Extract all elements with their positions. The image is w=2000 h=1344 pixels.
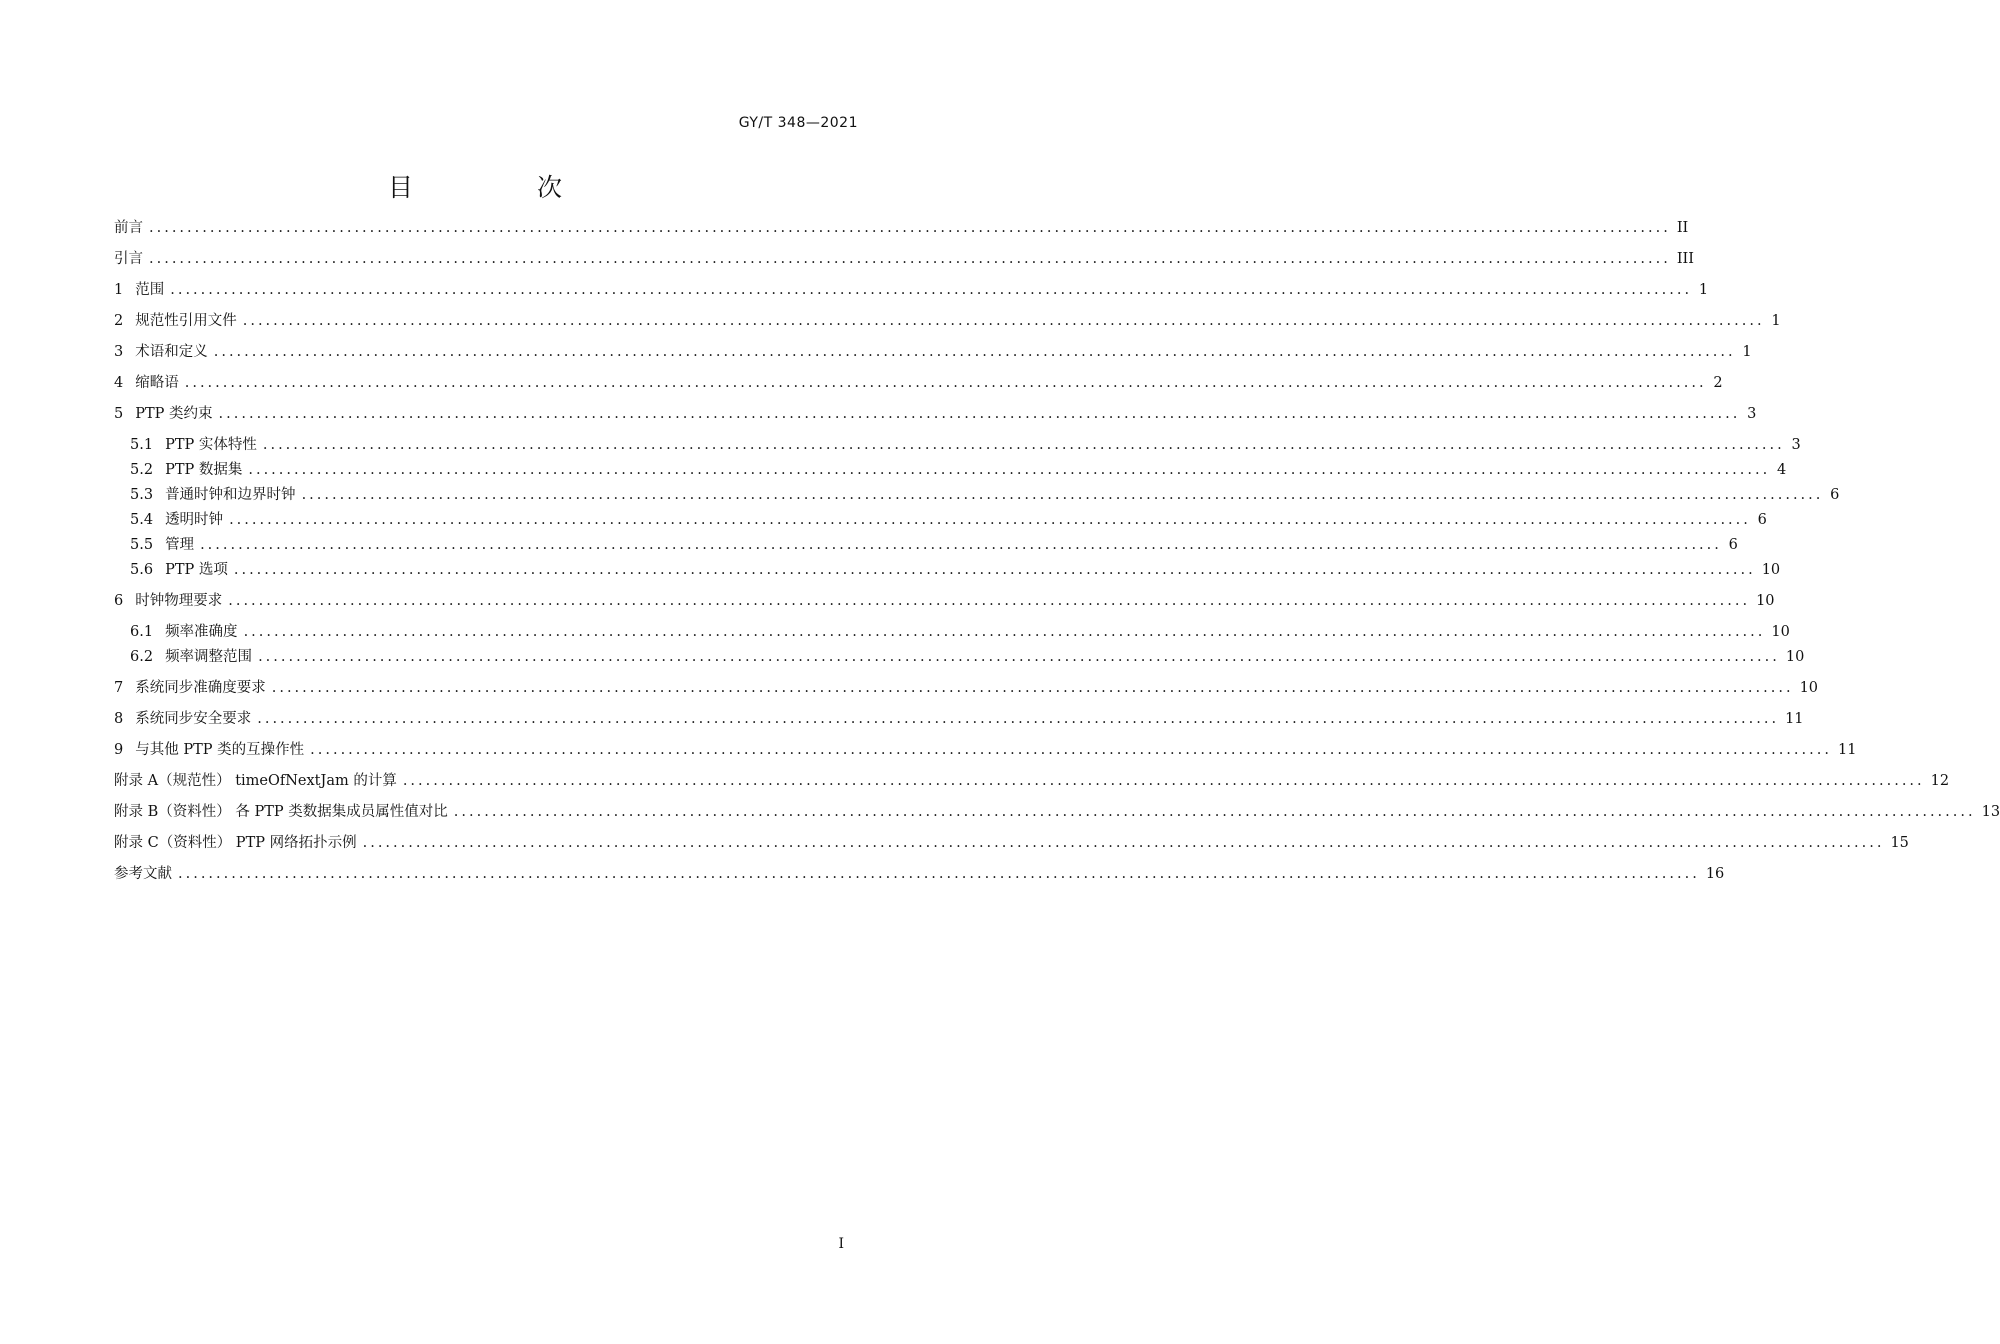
toc-leader-dots: ........................................................................................................................................................................................................ <box>242 313 1765 329</box>
toc-entry-label: PTP 类约束 <box>135 406 213 422</box>
toc-entry-page: 11 <box>1785 711 1804 727</box>
toc-leader-dots: ........................................................................................................................................................................................................ <box>258 649 1780 665</box>
toc-leader-dots: ........................................................................................................................................................................................................ <box>178 866 1700 882</box>
toc-entry-number: 5.2 <box>130 462 154 478</box>
toc-entry-label: PTP 选项 <box>165 562 228 578</box>
toc-leader-dots: ........................................................................................................................................................................................................ <box>243 624 1766 640</box>
toc-entry[interactable] <box>114 483 1840 507</box>
toc-entry[interactable] <box>114 508 1767 532</box>
toc-entry-page: 4 <box>1776 462 1787 478</box>
toc-entry[interactable] <box>114 402 1757 426</box>
toc-entry-page: 3 <box>1747 406 1757 422</box>
toc-entry-page: 1 <box>1698 282 1709 298</box>
toc-entry-number: 5.5 <box>130 537 154 553</box>
toc-entry-page: 10 <box>1785 649 1805 665</box>
toc-entry-label: 管理 <box>165 537 195 553</box>
toc-entry-label: 缩略语 <box>135 375 179 391</box>
toc-entry-page: 15 <box>1890 835 1909 851</box>
toc-entry-label: 前言 <box>114 220 143 236</box>
toc-entry-label: 与其他 PTP 类的互操作性 <box>135 742 305 758</box>
toc-leader-dots: ........................................................................................................................................................................................................ <box>271 680 1794 696</box>
toc-entry-number: 6.2 <box>130 649 154 665</box>
toc-entry-label: 附录 C（资料性） PTP 网络拓扑示例 <box>114 835 357 851</box>
toc-entry-label: 系统同步安全要求 <box>135 711 252 727</box>
toc-entry-label: PTP 数据集 <box>165 462 243 478</box>
toc-entry-page: 12 <box>1930 773 1950 789</box>
toc-leader-dots: ........................................................................................................................................................................................................ <box>402 773 1925 789</box>
toc-entry-number: 3 <box>114 344 124 360</box>
toc-leader-dots: ........................................................................................................................................................................................................ <box>200 537 1722 553</box>
toc-leader-dots: ........................................................................................................................................................................................................ <box>218 406 1741 422</box>
toc-entry-page: 1 <box>1771 313 1781 329</box>
toc-entry-label: 普通时钟和边界时钟 <box>165 487 296 503</box>
toc-entry[interactable] <box>114 589 1775 613</box>
toc-entry-number: 9 <box>114 742 124 758</box>
toc-entry-label: 频率调整范围 <box>165 649 253 665</box>
toc-entry-page: 11 <box>1837 742 1857 758</box>
toc-entry[interactable] <box>114 433 1801 457</box>
toc-entry[interactable] <box>114 216 1689 240</box>
toc-entry-number: 7 <box>114 680 124 696</box>
toc-entry-label: 频率准确度 <box>165 624 238 640</box>
toc-leader-dots: ........................................................................................................................................................................................................ <box>213 344 1736 360</box>
toc-entry-label: 范围 <box>135 282 165 298</box>
toc-leader-dots: ........................................................................................................................................................................................................ <box>301 487 1824 503</box>
toc-entry-label: 规范性引用文件 <box>135 313 237 329</box>
toc-entry[interactable] <box>114 769 1950 793</box>
toc-entry-label: PTP 实体特性 <box>165 437 257 453</box>
toc-entry-page: 10 <box>1756 593 1775 609</box>
toc-entry[interactable] <box>114 371 1723 395</box>
toc-entry-page: 10 <box>1761 562 1781 578</box>
toc-leader-dots: ........................................................................................................................................................................................................ <box>149 251 1671 267</box>
toc-entry[interactable] <box>114 707 1804 731</box>
toc-entry[interactable] <box>114 862 1725 886</box>
page-title: 目 次 <box>388 173 620 202</box>
toc-leader-dots: ........................................................................................................................................................................................................ <box>362 835 1885 851</box>
toc-leader-dots: ........................................................................................................................................................................................................ <box>257 711 1780 727</box>
toc-entry[interactable] <box>114 533 1738 557</box>
toc-entry-number: 4 <box>114 375 124 391</box>
toc-entry-page: II <box>1676 220 1689 236</box>
toc-entry[interactable] <box>114 676 1819 700</box>
toc-entry-label: 附录 B（资料性） 各 PTP 类数据集成员属性值对比 <box>114 804 448 820</box>
toc-entry[interactable] <box>114 458 1787 482</box>
toc-entry[interactable] <box>114 738 1857 762</box>
toc-leader-dots: ........................................................................................................................................................................................................ <box>229 512 1751 528</box>
toc-entry-number: 6.1 <box>130 624 154 640</box>
toc-entry-page: 3 <box>1791 437 1801 453</box>
toc-entry-page: 6 <box>1830 487 1840 503</box>
toc-leader-dots: ........................................................................................................................................................................................................ <box>170 282 1693 298</box>
toc-entry-page: 16 <box>1705 866 1725 882</box>
toc-leader-dots: ........................................................................................................................................................................................................ <box>184 375 1707 391</box>
toc-entry-number: 8 <box>114 711 124 727</box>
toc-entry[interactable] <box>114 800 2000 824</box>
toc-entry[interactable] <box>114 309 1781 333</box>
toc-entry-number: 5.4 <box>130 512 154 528</box>
toc-entry-label: 系统同步准确度要求 <box>135 680 266 696</box>
toc-entry-page: 13 <box>1981 804 2000 820</box>
toc-leader-dots: ........................................................................................................................................................................................................ <box>248 462 1771 478</box>
toc-leader-dots: ........................................................................................................................................................................................................ <box>233 562 1756 578</box>
toc-entry-label: 术语和定义 <box>135 344 208 360</box>
standard-number: GY/T 348—2021 <box>738 115 858 131</box>
toc-leader-dots: ........................................................................................................................................................................................................ <box>453 804 1976 820</box>
toc-entry-page: 1 <box>1742 344 1752 360</box>
toc-leader-dots: ........................................................................................................................................................................................................ <box>149 220 1671 236</box>
toc-entry[interactable] <box>114 247 1695 271</box>
toc-entry-label: 时钟物理要求 <box>135 593 223 609</box>
toc-entry[interactable] <box>114 645 1805 669</box>
toc-entry-number: 1 <box>114 282 124 298</box>
toc-entry-number: 5 <box>114 406 124 422</box>
toc-entry[interactable] <box>114 831 1909 855</box>
toc-leader-dots: ........................................................................................................................................................................................................ <box>262 437 1785 453</box>
toc-entry-label: 引言 <box>114 251 143 267</box>
toc-leader-dots: ........................................................................................................................................................................................................ <box>310 742 1832 758</box>
page-number: I <box>838 1236 844 1252</box>
toc-entry-label: 附录 A（规范性） timeOfNextJam 的计算 <box>114 773 397 789</box>
toc-entry-number: 5.6 <box>130 562 154 578</box>
toc-entry-page: 6 <box>1757 512 1767 528</box>
toc-entry-page: 10 <box>1799 680 1819 696</box>
toc-entry[interactable] <box>114 340 1752 364</box>
toc-entry-number: 6 <box>114 593 124 609</box>
toc-entry[interactable] <box>114 558 1781 582</box>
toc-entry-page: 10 <box>1771 624 1790 640</box>
toc-entry-label: 透明时钟 <box>165 512 224 528</box>
toc-entry-page: 6 <box>1728 537 1738 553</box>
toc-entry[interactable] <box>114 620 1790 644</box>
toc-entry[interactable] <box>114 278 1709 302</box>
toc-entry-number: 5.1 <box>130 437 154 453</box>
toc-entry-page: 2 <box>1713 375 1723 391</box>
toc-entry-page: III <box>1676 251 1695 267</box>
toc-leader-dots: ........................................................................................................................................................................................................ <box>228 593 1751 609</box>
toc-entry-number: 5.3 <box>130 487 154 503</box>
toc-entry-number: 2 <box>114 313 124 329</box>
toc-entry-label: 参考文献 <box>114 866 172 882</box>
